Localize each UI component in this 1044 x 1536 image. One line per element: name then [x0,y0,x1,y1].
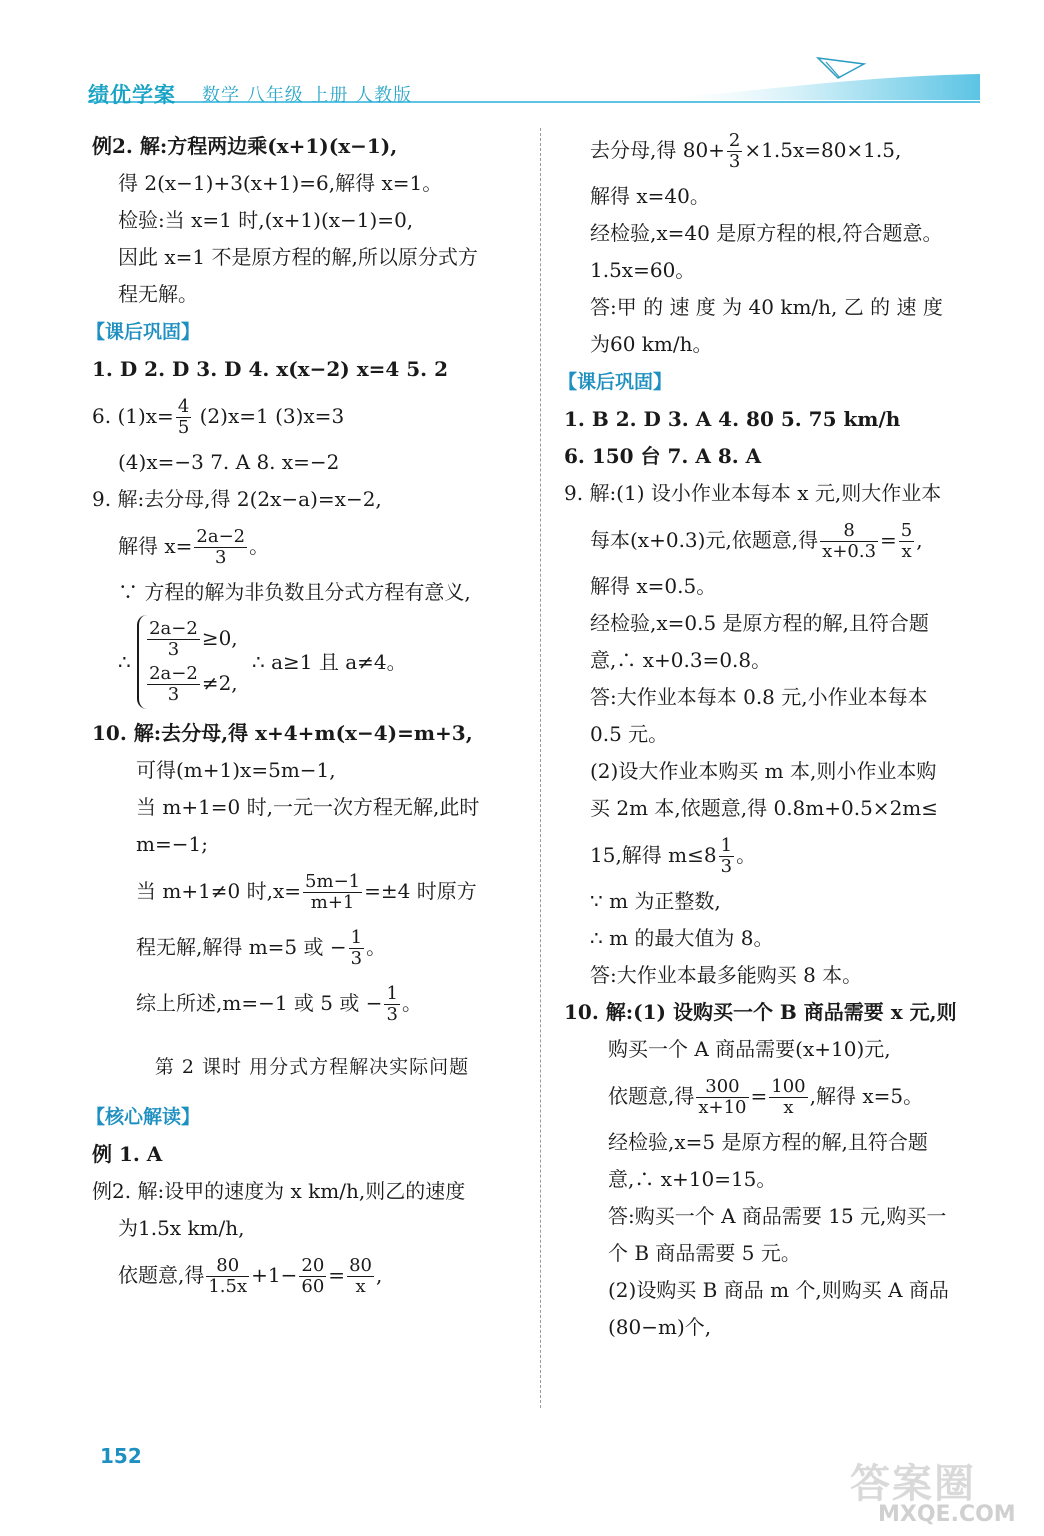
text: 。 [736,843,757,867]
numerator: 5 [900,520,913,541]
right-q10-line8: (2)设购买 B 商品 m 个,则购买 A 商品 [608,1278,949,1302]
example2-line1: 例2. 解:方程两边乘(x+1)(x−1), [92,134,398,158]
numerator: 1 [720,835,733,856]
right-q9-line2 [564,512,1004,568]
right-q10-line3 [564,1068,1004,1124]
right-answers-1-5: 1. B 2. D 3. A 4. 80 5. 75 km/h [564,407,901,431]
numerator: 80 [206,1256,249,1277]
right-line5: 答:甲 的 速 度 为 40 km/h, 乙 的 速 度 [590,295,943,319]
right-q9-line7: 0.5 元。 [590,722,669,746]
text: , [375,1263,383,1287]
right-q10-line9: (80−m)个, [608,1315,712,1339]
fraction [384,984,399,1025]
text: 每本(x+0.3)元,依题意,得 [590,528,819,552]
right-q9-line3: 解得 x=0.5。 [590,574,717,598]
denominator: 1.5x [208,1276,248,1297]
fraction [899,521,914,562]
answer-6 [92,388,532,444]
core-example1: 例 1. A [92,1142,163,1166]
fraction [349,928,364,969]
answer-9-system [92,615,532,709]
answer-6-rest: (2)x=1 (3)x=3 [193,404,345,428]
answer-10-line7 [92,975,532,1031]
answers-6-8: (4)x=−3 7. A 8. x=−2 [118,450,340,474]
core-example2-line1: 例2. 解:设甲的速度为 x km/h,则乙的速度 [92,1179,466,1203]
denominator: x [783,1097,794,1118]
paper-plane-icon [818,58,864,78]
numerator: 1 [386,983,398,1004]
section-heading-after-class-right: 【课后巩固】 [558,371,673,393]
text: ×1.5x=80×1.5, [744,138,902,162]
right-q10-line5: 意,∴ x+10=15。 [608,1167,777,1191]
numerator: 2 [728,130,741,151]
right-q9-line12: ∴ m 的最大值为 8。 [590,926,774,950]
therefore-symbol: ∴ [118,650,131,674]
denominator: x [901,541,912,562]
answer-10-line4: m=−1; [136,832,208,856]
right-q9-line6: 答:大作业本每本 0.8 元,小作业本每本 [590,685,928,709]
numerator: 2a−2 [149,663,198,684]
right-q10-line4: 经检验,x=5 是原方程的解,且符合题 [608,1130,928,1154]
fraction [194,527,247,568]
example2-line3: 检验:当 x=1 时,(x+1)(x−1)=0, [118,208,414,232]
inequality-system [137,615,238,709]
text: = [880,528,897,552]
right-answers-6-8: 6. 150 台 7. A 8. A [564,444,762,468]
fraction [347,1256,374,1297]
numerator: 2a−2 [149,618,198,639]
numerator: 8 [820,521,878,542]
core-example2-line2: 为1.5x km/h, [118,1216,245,1240]
brand-logo: 绩优学案 [88,83,176,107]
fraction [147,619,200,660]
right-q9-line5: 意,∴ x+0.3=0.8。 [590,648,772,672]
lesson-title: 第 2 课时 用分式方程解决实际问题 [154,1056,470,1078]
text: = [750,1084,768,1108]
text: 程无解,解得 m=5 或 − [136,935,347,959]
example2-line4: 因此 x=1 不是原方程的解,所以原分式方 [118,245,478,269]
numerator: 20 [301,1255,325,1276]
fraction [696,1077,748,1118]
right-line2: 解得 x=40。 [590,184,710,208]
denominator: 5 [177,417,190,438]
right-q10-line7: 个 B 商品需要 5 元。 [608,1241,801,1265]
fraction [303,872,362,913]
denominator: x [355,1276,366,1297]
watermark [842,1452,1038,1532]
fraction [299,1256,326,1297]
answer-10-line6 [92,919,532,975]
fraction [147,664,200,705]
right-line4: 1.5x=60。 [590,258,696,282]
fraction [769,1077,807,1118]
text: 依题意,得 [608,1084,695,1108]
right-column [558,128,1004,1346]
text: 。 [401,991,422,1015]
core-example2-line3 [92,1247,532,1303]
right-q10-line6: 答:购买一个 A 商品需要 15 元,购买一 [608,1204,947,1228]
denominator: 60 [301,1276,325,1297]
fraction [820,521,878,562]
denominator: 3 [215,547,227,568]
answer-6-text: 6. (1)x= [92,404,174,428]
numerator: 300 [696,1077,748,1098]
example2-line5: 程无解。 [118,282,198,306]
text: ≠2, [201,671,238,695]
numerator: 4 [177,396,190,417]
fraction [206,1256,249,1297]
numerator: 5m−1 [305,871,361,892]
text: 依题意,得 [118,1263,205,1287]
example2-line2: 得 2(x−1)+3(x+1)=6,解得 x=1。 [118,171,443,195]
text: 去分母,得 80+ [590,138,725,162]
text: ≥0, [201,626,238,650]
right-line1 [564,122,1004,178]
denominator: x+10 [698,1097,747,1118]
column-divider [540,128,541,1408]
page-number: 152 [100,1444,142,1468]
right-q9-line13: 答:大作业本最多能购买 8 本。 [590,963,863,987]
right-q9-line4: 经检验,x=0.5 是原方程的解,且符合题 [590,611,929,635]
text: , [916,528,923,552]
text: 。 [249,534,270,558]
fraction [719,836,734,877]
text: 当 m+1≠0 时,x= [136,879,302,903]
section-heading-after-class: 【课后巩固】 [86,321,201,343]
answer-9-line3: ∵ 方程的解为非负数且分式方程有意义, [118,580,471,604]
answer-10-line1: 10. 解:去分母,得 x+4+m(x−4)=m+3, [92,721,473,745]
text: 解得 x= [118,534,193,558]
page-header [88,52,988,108]
text: 15,解得 m≤8 [590,843,717,867]
denominator: 3 [386,1004,398,1025]
denominator: 3 [350,948,363,969]
denominator: 3 [167,684,180,705]
book-subtitle: 数学 八年级 上册 人教版 [202,85,413,106]
numerator: 80 [349,1255,372,1276]
right-q9-line10 [564,827,1004,883]
right-line6: 为60 km/h。 [590,332,713,356]
right-q9-line8: (2)设大作业本购买 m 本,则小作业本购 [590,759,937,783]
text: 综上所述,m=−1 或 5 或 − [136,991,383,1015]
denominator: 3 [167,639,180,660]
right-line3: 经检验,x=40 是原方程的根,符合题意。 [590,221,943,245]
right-q9-line11: ∵ m 为正整数, [590,889,721,913]
text: 。 [366,935,387,959]
section-heading-core: 【核心解读】 [86,1106,201,1128]
denominator: 3 [720,856,733,877]
text: = [328,1263,346,1287]
right-q9-line9: 买 2m 本,依题意,得 0.8m+0.5×2m≤ [590,796,939,820]
answer-9-line2 [92,518,532,574]
denominator: 3 [728,151,741,172]
denominator: m+1 [310,892,355,913]
text: =±4 时原方 [364,879,477,903]
answer-9-line1: 9. 解:去分母,得 2(2x−a)=x−2, [92,487,382,511]
system-row-2 [145,664,238,705]
right-q10-line2: 购买一个 A 商品需要(x+10)元, [608,1037,891,1061]
watermark-url: MXQE.COM [878,1502,1016,1527]
text: ,解得 x=5。 [809,1084,924,1108]
fraction [176,397,191,438]
answer-10-line3: 当 m+1=0 时,一元一次方程无解,此时 [136,795,480,819]
text: +1− [251,1263,298,1287]
left-column [86,128,532,1303]
right-q10-line1: 10. 解:(1) 设购买一个 B 商品需要 x 元,则 [564,1000,957,1024]
numerator: 1 [350,927,363,948]
right-q9-line1: 9. 解:(1) 设小作业本每本 x 元,则大作业本 [564,481,942,505]
answer-10-line5 [92,863,532,919]
answer-10-line2: 可得(m+1)x=5m−1, [136,758,336,782]
numerator: 100 [771,1076,806,1097]
conclusion: ∴ a≥1 且 a≠4。 [252,650,407,674]
numerator: 2a−2 [196,526,246,547]
answers-1-5: 1. D 2. D 3. D 4. x(x−2) x=4 5. 2 [92,357,449,381]
watermark-text: 答案圈 [850,1461,976,1507]
fraction [727,131,742,172]
system-row-1 [145,619,238,660]
denominator: x+0.3 [822,541,877,562]
